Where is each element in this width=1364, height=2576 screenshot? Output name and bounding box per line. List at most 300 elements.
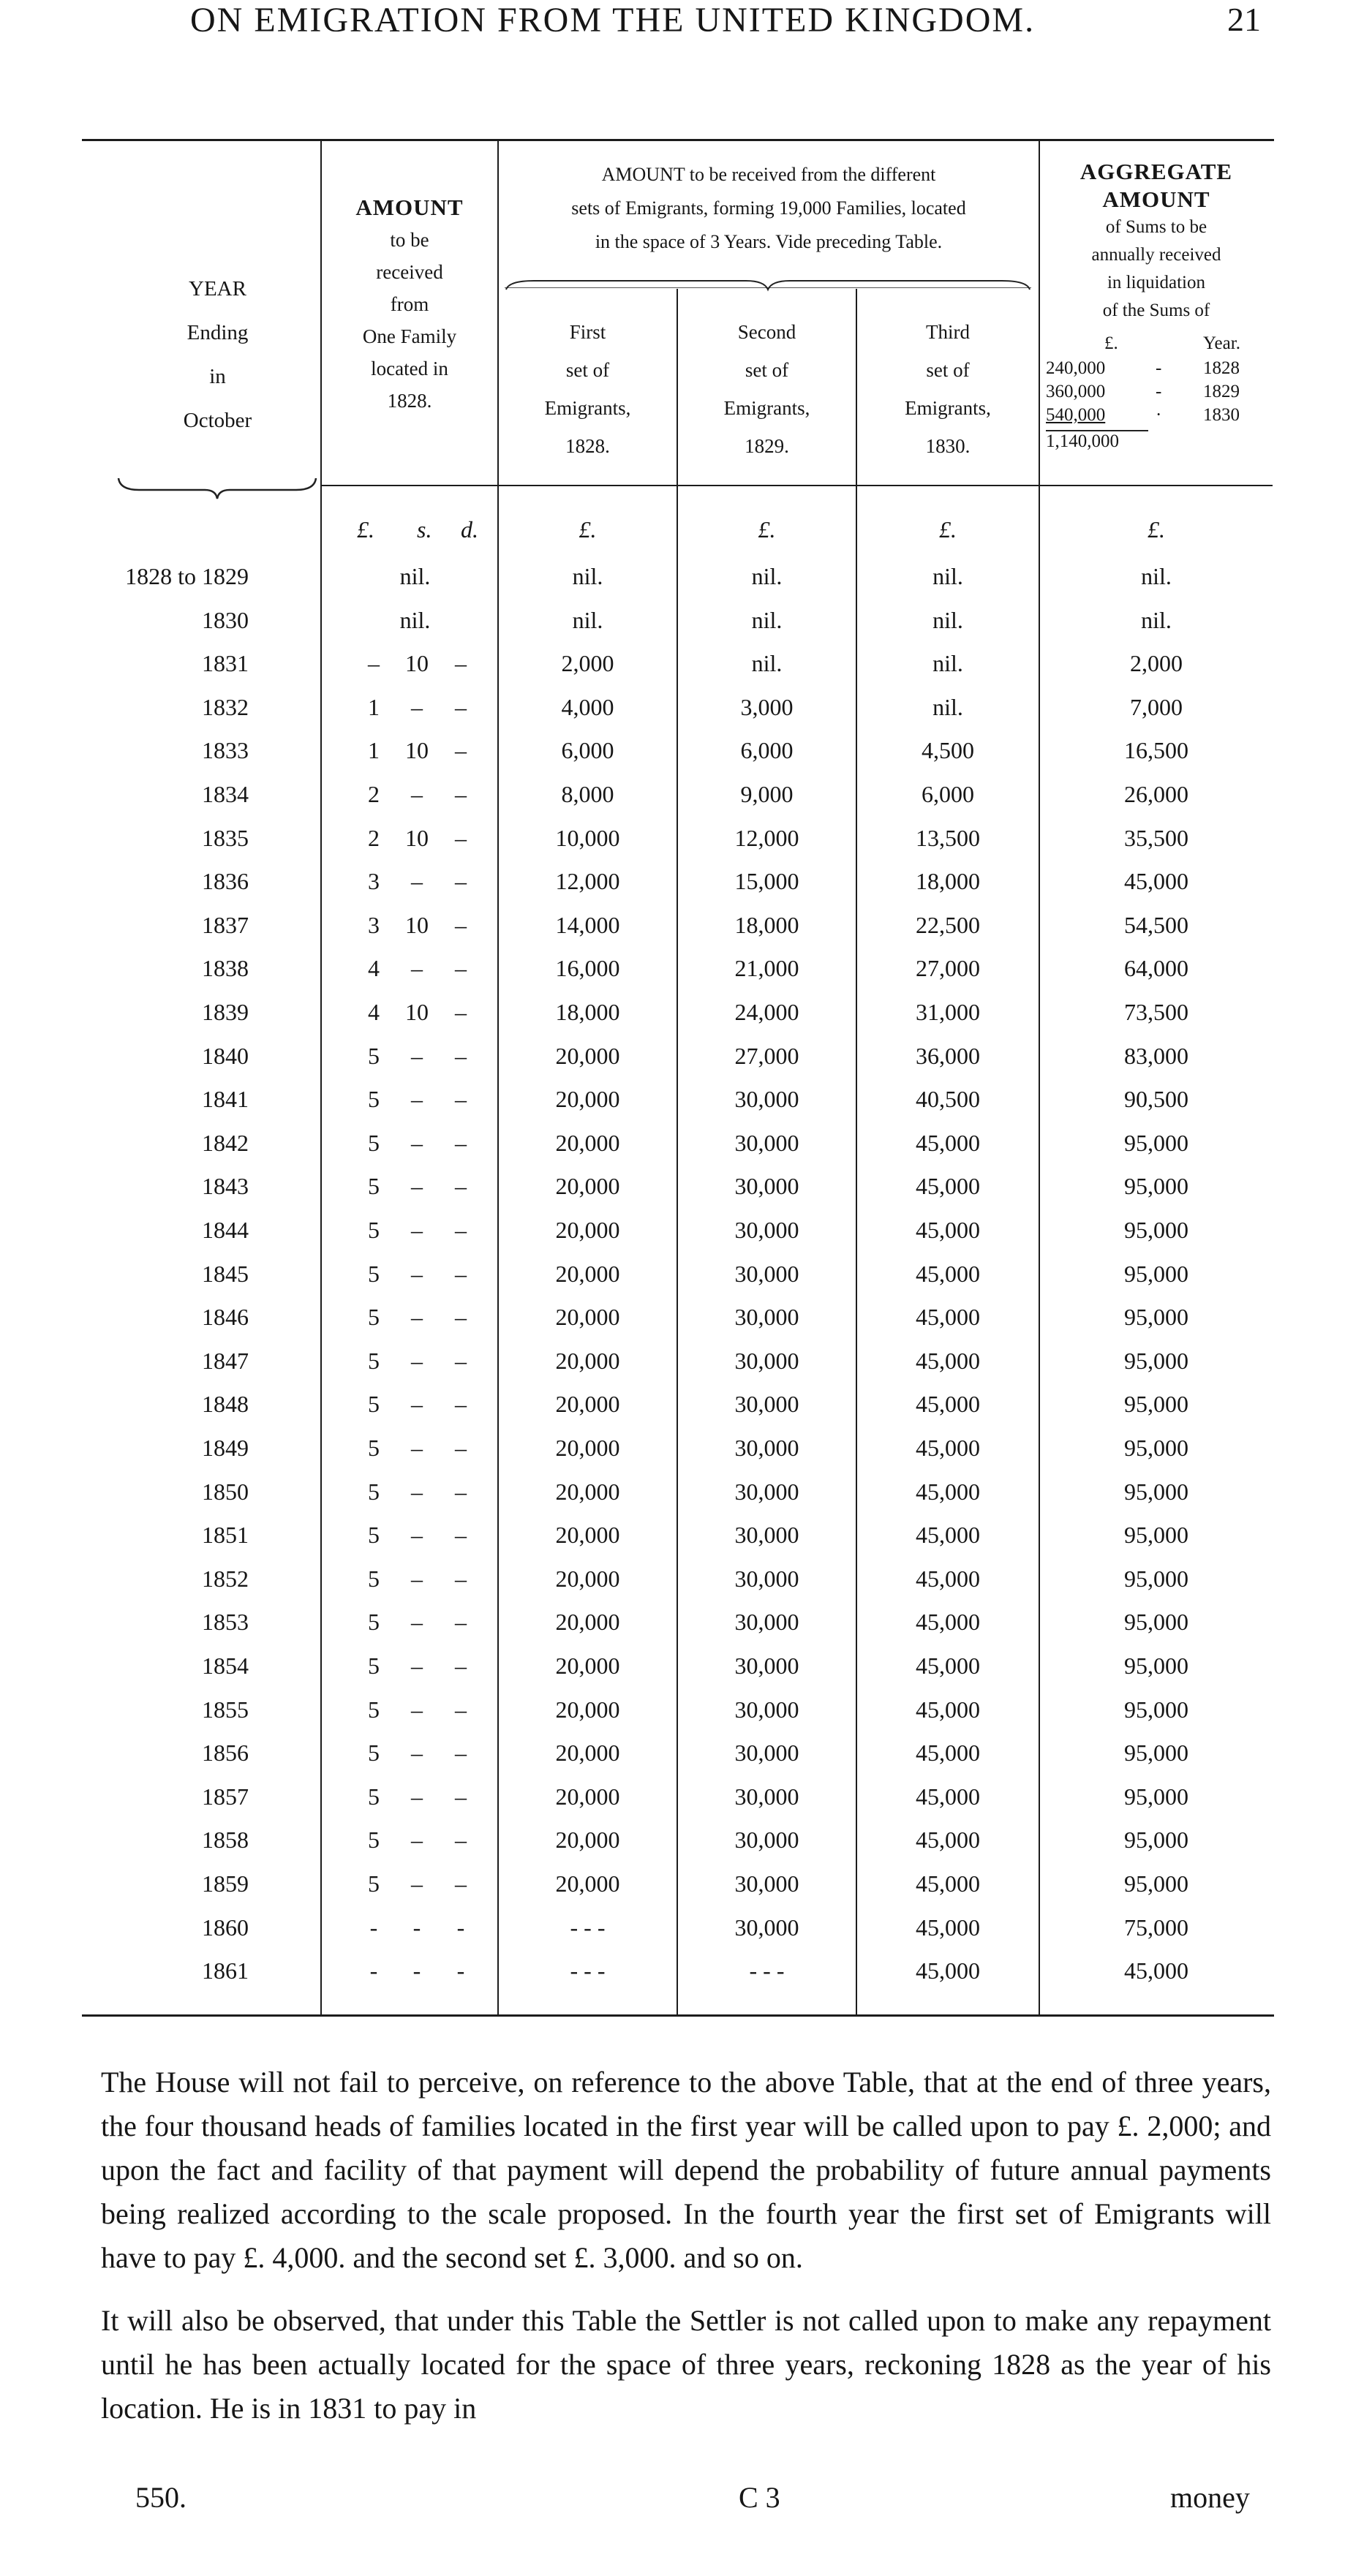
header-line: One Family [362, 325, 457, 347]
row-amount-pounds: 5 [368, 1261, 380, 1287]
row-amount-pounds: 5 [368, 1130, 380, 1156]
row-amount-pence: – [455, 781, 467, 807]
row-amount-pounds: 4 [368, 955, 380, 981]
row-year: 1855 [202, 1696, 249, 1723]
header-line: Second [737, 321, 796, 343]
row-amount-shillings: 10 [405, 650, 429, 676]
row-amount-pence: – [455, 1173, 467, 1199]
row-first-set: 20,000 [555, 1348, 620, 1374]
unit-shilling: s. [417, 516, 432, 543]
row-amount-shillings: – [411, 1217, 423, 1243]
row-amount-pounds: 5 [368, 1870, 380, 1897]
unit-pence: d. [461, 516, 478, 543]
row-aggregate: 95,000 [1124, 1261, 1188, 1287]
sub-sep: · [1156, 405, 1162, 425]
row-amount-shillings: – [411, 868, 423, 894]
row-amount-pounds: 5 [368, 1565, 380, 1592]
header-line: First [569, 321, 606, 343]
row-first-set: 20,000 [555, 1304, 620, 1330]
row-first-set: 20,000 [555, 1609, 620, 1635]
row-amount-pence: – [455, 1043, 467, 1069]
row-aggregate: 35,500 [1124, 825, 1188, 851]
row-amount-pence: – [455, 955, 467, 981]
row-first-set: 20,000 [555, 1391, 620, 1417]
row-amount-shillings: – [411, 1130, 423, 1156]
row-aggregate: 45,000 [1124, 868, 1188, 894]
unit-second: £. [758, 516, 776, 543]
row-amount-shillings: – [411, 1609, 423, 1635]
row-first-set: 20,000 [555, 1130, 620, 1156]
row-second-set: 30,000 [734, 1391, 799, 1417]
row-amount-shillings: 10 [405, 999, 429, 1025]
unit-aggregate: £. [1148, 516, 1165, 543]
row-second-set: 30,000 [734, 1783, 799, 1810]
row-amount-shillings: – [411, 1653, 423, 1679]
row-third-set: 45,000 [916, 1653, 980, 1679]
row-amount-shillings: – [411, 1827, 423, 1853]
row-year: 1859 [202, 1870, 249, 1897]
row-second-set: 24,000 [734, 999, 799, 1025]
row-third-set: nil. [932, 694, 963, 720]
row-amount-pence: – [455, 1261, 467, 1287]
row-amount-pence: – [455, 868, 467, 894]
row-amount-shillings: – [411, 1435, 423, 1461]
sub-sep: - [1156, 382, 1162, 401]
header-line: of Sums to be [1105, 217, 1207, 237]
row-second-set: 30,000 [734, 1522, 799, 1548]
header-line: AMOUNT to be received from the different [601, 164, 936, 185]
row-amount-pounds: 5 [368, 1478, 380, 1505]
row-aggregate: 73,500 [1124, 999, 1188, 1025]
header-line: AMOUNT [355, 194, 464, 220]
row-amount-pence: – [455, 1304, 467, 1330]
row-aggregate: 26,000 [1124, 781, 1188, 807]
row-aggregate: 95,000 [1124, 1696, 1188, 1723]
row-year: 1860 [202, 1914, 249, 1941]
row-year: 1828 to 1829 [125, 563, 249, 589]
page-title: ON EMIGRATION FROM THE UNITED KINGDOM. [190, 1, 1036, 39]
row-amount-pounds: 1 [368, 694, 380, 720]
row-third-set: 45,000 [916, 1478, 980, 1505]
row-aggregate: 64,000 [1124, 955, 1188, 981]
row-first-set: 20,000 [555, 1827, 620, 1853]
row-third-set: 45,000 [916, 1173, 980, 1199]
header-line: AGGREGATE [1079, 159, 1233, 184]
row-aggregate: nil. [1141, 563, 1172, 589]
row-amount-shillings: – [411, 1304, 423, 1330]
row-aggregate: 95,000 [1124, 1130, 1188, 1156]
header-line: sets of Emigrants, forming 19,000 Families, located [571, 197, 966, 219]
row-third-set: nil. [932, 607, 963, 633]
row-year: 1849 [202, 1435, 249, 1461]
row-amount-pounds: 5 [368, 1348, 380, 1374]
row-amount-pence: – [455, 737, 467, 763]
row-year: 1833 [202, 737, 249, 763]
paragraph: The House will not fail to perceive, on reference to the above Table, that at the end of three years, the four thousand heads of families located in the first year will be called upon to pay £. 2,000; and upon the fact and facility of that payment will depend the probability of future annual payments being realized according to the scale proposed. In the fourth year the first set of Emigrants will have to pay £. 4,000. and the second set £. 3,000. and so on. [101, 2066, 1271, 2274]
sub-sep: - [1156, 358, 1162, 378]
row-year: 1839 [202, 999, 249, 1025]
row-amount-pounds: nil. [399, 563, 431, 589]
row-amount-pence: – [455, 1696, 467, 1723]
row-second-set: 30,000 [734, 1609, 799, 1635]
row-aggregate: 45,000 [1124, 1957, 1188, 1984]
row-amount-shillings: – [411, 1478, 423, 1505]
row-amount-shillings: – [411, 1348, 423, 1374]
row-third-set: 45,000 [916, 1740, 980, 1766]
page-footer [0, 2480, 1364, 2524]
row-first-set: 16,000 [555, 955, 620, 981]
row-amount-shillings: – [411, 1696, 423, 1723]
header-line: from [390, 293, 429, 315]
row-third-set: nil. [932, 650, 963, 676]
column-rule-1 [320, 140, 322, 2016]
row-second-set: 30,000 [734, 1870, 799, 1897]
row-third-set: 45,000 [916, 1261, 980, 1287]
footer-number: 550. [135, 2481, 186, 2514]
unit-third: £. [939, 516, 957, 543]
row-second-set: 6,000 [740, 737, 794, 763]
second-set-header [678, 313, 856, 465]
row-second-set: 30,000 [734, 1217, 799, 1243]
table-top-rule [82, 139, 1274, 141]
row-aggregate: 95,000 [1124, 1348, 1188, 1374]
row-second-set: 27,000 [734, 1043, 799, 1069]
header-line: of the Sums of [1102, 301, 1210, 320]
row-third-set: 45,000 [916, 1348, 980, 1374]
body-text [101, 2061, 1271, 2450]
row-amount-pence: – [455, 694, 467, 720]
row-amount-pounds: – [368, 650, 380, 676]
row-first-set: 20,000 [555, 1870, 620, 1897]
row-third-set: 22,500 [916, 912, 980, 938]
header-line: YEAR [189, 277, 246, 301]
row-amount-pence: – [455, 912, 467, 938]
row-second-set: nil. [751, 607, 783, 633]
header-line: Emigrants, [905, 397, 991, 419]
row-first-set: 8,000 [561, 781, 614, 807]
row-amount-pounds: - [369, 1957, 378, 1984]
row-amount-pounds: 4 [368, 999, 380, 1025]
row-amount-pence: – [455, 650, 467, 676]
row-second-set: 30,000 [734, 1130, 799, 1156]
row-second-set: 30,000 [734, 1304, 799, 1330]
row-first-set: 20,000 [555, 1261, 620, 1287]
header-line: Emigrants, [544, 397, 631, 419]
row-year: 1834 [202, 781, 249, 807]
row-year: 1861 [202, 1957, 249, 1984]
row-year: 1837 [202, 912, 249, 938]
row-second-set: 30,000 [734, 1435, 799, 1461]
row-third-set: 13,500 [916, 825, 980, 851]
row-second-set: 21,000 [734, 955, 799, 981]
row-amount-pence: – [455, 1086, 467, 1112]
row-aggregate: 16,500 [1124, 737, 1188, 763]
row-first-set: 4,000 [561, 694, 614, 720]
signature-mark: C 3 [739, 2481, 780, 2514]
header-line: 1829. [745, 435, 789, 457]
row-third-set: 36,000 [916, 1043, 980, 1069]
row-amount-shillings: 10 [405, 737, 429, 763]
row-second-set: 30,000 [734, 1696, 799, 1723]
row-amount-pounds: 5 [368, 1522, 380, 1548]
running-head [0, 0, 1364, 51]
row-second-set: 12,000 [734, 825, 799, 851]
row-year: 1847 [202, 1348, 249, 1374]
row-amount-pounds: 5 [368, 1783, 380, 1810]
row-second-set: 3,000 [740, 694, 794, 720]
row-aggregate: 54,500 [1124, 912, 1188, 938]
group-brace [505, 275, 1031, 295]
row-amount-pence: – [455, 1783, 467, 1810]
row-amount-pounds: nil. [399, 607, 431, 633]
sub-year: 1830 [1203, 405, 1240, 425]
row-amount-shillings: – [411, 1783, 423, 1810]
row-first-set: nil. [572, 607, 603, 633]
row-third-set: 6,000 [922, 781, 974, 807]
row-first-set: 20,000 [555, 1043, 620, 1069]
header-line: set of [745, 359, 789, 381]
header-line: 1828. [565, 435, 610, 457]
header-line: 1830. [925, 435, 971, 457]
row-first-set: 20,000 [555, 1086, 620, 1112]
row-year: 1846 [202, 1304, 249, 1330]
row-amount-pence: – [455, 1565, 467, 1592]
row-second-set: 30,000 [734, 1827, 799, 1853]
paragraph: It will also be observed, that under this Table the Settler is not called upon to make any repayment until he has been actually located for the space of three years, reckoning 1828 as the year of his location. He is in 1831 to pay in [101, 2304, 1271, 2425]
row-year: 1857 [202, 1783, 249, 1810]
sub-head-left: £. [1104, 333, 1118, 353]
row-amount-pence: - [456, 1957, 465, 1984]
row-amount-shillings: – [411, 1522, 423, 1548]
group-header [499, 158, 1039, 259]
row-second-set: 9,000 [740, 781, 794, 807]
row-amount-shillings: – [411, 1740, 423, 1766]
row-first-set: - - - [570, 1914, 606, 1941]
row-year: 1851 [202, 1522, 249, 1548]
row-amount-pence: – [455, 1870, 467, 1897]
row-first-set: 20,000 [555, 1217, 620, 1243]
row-first-set: 12,000 [555, 868, 620, 894]
amount-family-header [322, 192, 497, 417]
row-first-set: 20,000 [555, 1696, 620, 1723]
row-amount-pence: – [455, 1130, 467, 1156]
row-amount-shillings: 10 [405, 912, 429, 938]
row-amount-pounds: 5 [368, 1304, 380, 1330]
aggregate-sub-table [1046, 333, 1269, 465]
row-amount-pounds: - [369, 1914, 378, 1941]
row-amount-pounds: 5 [368, 1696, 380, 1723]
sub-amount: 540,000 [1046, 405, 1106, 425]
column-rule-5 [1039, 140, 1040, 2016]
catchword: money [1170, 2481, 1250, 2514]
row-year: 1842 [202, 1130, 249, 1156]
year-brace [117, 475, 318, 502]
row-first-set: 18,000 [555, 999, 620, 1025]
row-year: 1830 [202, 607, 249, 633]
row-amount-pounds: 5 [368, 1435, 380, 1461]
row-third-set: 40,500 [916, 1086, 980, 1112]
table-bottom-rule [82, 2014, 1274, 2017]
row-second-set: 30,000 [734, 1173, 799, 1199]
row-amount-pence: - [456, 1914, 465, 1941]
sub-head-right: Year. [1203, 333, 1240, 353]
header-line: Ending [186, 321, 249, 344]
row-first-set: 20,000 [555, 1478, 620, 1505]
header-line: located in [371, 358, 448, 379]
row-amount-pence: – [455, 1217, 467, 1243]
row-amount-shillings: – [411, 1086, 423, 1112]
row-aggregate: 95,000 [1124, 1304, 1188, 1330]
row-amount-shillings: 10 [405, 825, 429, 851]
row-aggregate: 95,000 [1124, 1653, 1188, 1679]
row-first-set: - - - [570, 1957, 606, 1984]
header-line: 1828. [387, 390, 432, 412]
row-third-set: 45,000 [916, 1827, 980, 1853]
row-first-set: nil. [572, 563, 603, 589]
row-second-set: 18,000 [734, 912, 799, 938]
row-aggregate: 75,000 [1124, 1914, 1188, 1941]
sub-amount: 360,000 [1046, 382, 1106, 401]
row-first-set: 2,000 [561, 650, 614, 676]
row-aggregate: 95,000 [1124, 1435, 1188, 1461]
row-third-set: 45,000 [916, 1522, 980, 1548]
row-second-set: 30,000 [734, 1653, 799, 1679]
sub-year: 1828 [1203, 358, 1240, 378]
row-first-set: 20,000 [555, 1783, 620, 1810]
row-third-set: 45,000 [916, 1391, 980, 1417]
row-year: 1854 [202, 1653, 249, 1679]
row-amount-shillings: – [411, 1870, 423, 1897]
row-year: 1841 [202, 1086, 249, 1112]
row-amount-shillings: – [411, 781, 423, 807]
row-aggregate: 95,000 [1124, 1827, 1188, 1853]
row-first-set: 10,000 [555, 825, 620, 851]
unit-first: £. [579, 516, 597, 543]
row-third-set: 45,000 [916, 1783, 980, 1810]
row-amount-pounds: 5 [368, 1740, 380, 1766]
sub-year: 1829 [1203, 382, 1240, 401]
row-amount-pence: – [455, 1348, 467, 1374]
row-amount-pence: – [455, 825, 467, 851]
row-year: 1852 [202, 1565, 249, 1592]
row-amount-pence: – [455, 1391, 467, 1417]
row-third-set: 45,000 [916, 1217, 980, 1243]
row-amount-pounds: 5 [368, 1043, 380, 1069]
row-first-set: 20,000 [555, 1522, 620, 1548]
row-aggregate: 95,000 [1124, 1870, 1188, 1897]
row-year: 1853 [202, 1609, 249, 1635]
row-year: 1858 [202, 1827, 249, 1853]
row-aggregate: 7,000 [1130, 694, 1183, 720]
row-third-set: 45,000 [916, 1565, 980, 1592]
row-aggregate: 2,000 [1130, 650, 1183, 676]
row-third-set: nil. [932, 563, 963, 589]
page-number: 21 [1227, 1, 1261, 38]
row-third-set: 31,000 [916, 999, 980, 1025]
row-amount-pence: – [455, 1478, 467, 1505]
row-first-set: 20,000 [555, 1565, 620, 1592]
sub-amount: 240,000 [1046, 358, 1106, 378]
row-first-set: 14,000 [555, 912, 620, 938]
row-third-set: 18,000 [916, 868, 980, 894]
row-third-set: 45,000 [916, 1609, 980, 1635]
row-year: 1856 [202, 1740, 249, 1766]
header-line: to be [390, 229, 429, 251]
row-amount-shillings: – [411, 694, 423, 720]
header-line: AMOUNT [1102, 186, 1210, 212]
row-amount-pounds: 5 [368, 1217, 380, 1243]
row-aggregate: 90,500 [1124, 1086, 1188, 1112]
row-aggregate: nil. [1141, 607, 1172, 633]
row-third-set: 45,000 [916, 1304, 980, 1330]
header-line: Third [926, 321, 970, 343]
row-first-set: 20,000 [555, 1740, 620, 1766]
header-line: Emigrants, [723, 397, 810, 419]
row-aggregate: 95,000 [1124, 1522, 1188, 1548]
row-second-set: 30,000 [734, 1261, 799, 1287]
row-third-set: 45,000 [916, 1870, 980, 1897]
row-amount-pounds: 2 [368, 781, 380, 807]
row-year: 1836 [202, 868, 249, 894]
row-amount-pence: – [455, 1435, 467, 1461]
row-aggregate: 95,000 [1124, 1478, 1188, 1505]
row-amount-pounds: 3 [368, 868, 380, 894]
row-year: 1835 [202, 825, 249, 851]
row-second-set: 30,000 [734, 1740, 799, 1766]
row-aggregate: 95,000 [1124, 1217, 1188, 1243]
row-amount-pounds: 1 [368, 737, 380, 763]
row-second-set: 30,000 [734, 1348, 799, 1374]
row-amount-pence: – [455, 1522, 467, 1548]
row-aggregate: 83,000 [1124, 1043, 1188, 1069]
aggregate-header [1040, 158, 1273, 325]
row-amount-shillings: – [411, 1391, 423, 1417]
header-line: October [183, 409, 252, 432]
header-line: in [209, 365, 226, 388]
row-first-set: 6,000 [561, 737, 614, 763]
row-aggregate: 95,000 [1124, 1783, 1188, 1810]
row-third-set: 4,500 [922, 737, 974, 763]
row-third-set: 45,000 [916, 1435, 980, 1461]
row-year: 1832 [202, 694, 249, 720]
row-year: 1840 [202, 1043, 249, 1069]
row-second-set: nil. [751, 563, 783, 589]
sub-total: 1,140,000 [1046, 431, 1119, 451]
row-year: 1843 [202, 1173, 249, 1199]
row-second-set: 30,000 [734, 1565, 799, 1592]
row-aggregate: 95,000 [1124, 1565, 1188, 1592]
row-first-set: 20,000 [555, 1435, 620, 1461]
row-first-set: 20,000 [555, 1173, 620, 1199]
row-third-set: 45,000 [916, 1130, 980, 1156]
row-amount-pounds: 5 [368, 1391, 380, 1417]
unit-pound: £. [357, 516, 374, 543]
row-third-set: 27,000 [916, 955, 980, 981]
header-line: set of [565, 359, 610, 381]
row-aggregate: 95,000 [1124, 1740, 1188, 1766]
row-amount-pence: – [455, 1653, 467, 1679]
row-second-set: 30,000 [734, 1478, 799, 1505]
row-second-set: 15,000 [734, 868, 799, 894]
row-year: 1848 [202, 1391, 249, 1417]
row-amount-shillings: - [412, 1914, 421, 1941]
row-amount-pence: – [455, 1740, 467, 1766]
first-set-header [499, 313, 677, 465]
row-aggregate: 95,000 [1124, 1173, 1188, 1199]
row-third-set: 45,000 [916, 1914, 980, 1941]
row-second-set: nil. [751, 650, 783, 676]
row-second-set: 30,000 [734, 1914, 799, 1941]
